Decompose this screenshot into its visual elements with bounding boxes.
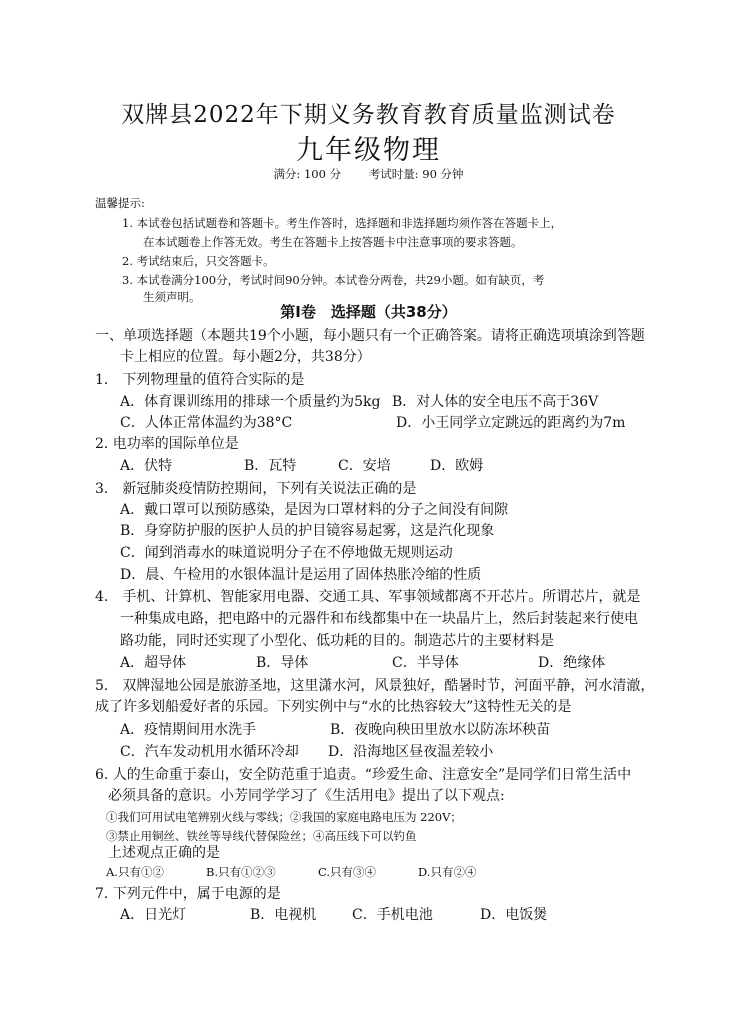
full-score: 满分: 100 分 [273,167,342,181]
question-5-stem: 成了许多划船爱好者的乐园。下列实例中与“水的比热容较大”这特性无关的是 [95,699,572,715]
q4-option-b: B．导体 [256,655,309,671]
question-6-statement: ①我们可用试电笔辨别火线与零线；②我国的家庭电路电压为 220V； [106,810,462,824]
question-6-statement: ③禁止用铜丝、铁丝等导线代替保险丝；④高压线下可以钓鱼 [106,829,417,843]
note-item: 生须声明。 [143,290,201,304]
exam-title: 双牌县2022年下期义务教育教育质量监测试卷 [121,102,616,128]
q1-option-c: C．人体正常体温约为38°C [120,415,293,431]
q2-option-c: C．安培 [338,458,391,474]
question-2-stem: 2. 电功率的国际单位是 [95,436,239,452]
question-1-stem: 1. 下列物理量的值符合实际的是 [95,372,305,388]
q4-option-c: C．半导体 [392,655,459,671]
question-5-stem: 5. 双牌湿地公园是旅游圣地，这里潇水河，风景独好，酷暑时节，河面平静，河水清澈， [95,678,655,694]
q7-option-a: A．日光灯 [120,907,187,923]
note-item: 在本试题卷上作答无效。考生在答题卡上按答题卡中注意事项的要求答题。 [143,235,523,249]
q1-option-a: A．体育课训练用的排球一个质量约为5kg [120,394,381,410]
q2-option-b: B．瓦特 [244,458,297,474]
q7-option-b: B．电视机 [250,907,317,923]
q6-option-d: D.只有②④ [418,865,477,879]
question-6-stem: 上述观点正确的是 [108,845,220,861]
q1-option-b: B．对人体的安全电压不高于36V [392,394,599,410]
question-4-stem: 4. 手机、计算机、智能家用电器、交通工具、军事领域都离不开芯片。所谓芯片，就是 [95,589,641,605]
note-item: 3. 本试卷满分100分，考试时间90分钟。本试卷分两卷，共29小题。如有缺页，考 [122,273,545,287]
instructions-line: 卡上相应的位置。每小题2分，共38分） [120,349,371,365]
q2-option-d: D．欧姆 [430,458,484,474]
question-3-stem: 3. 新冠肺炎疫情防控期间，下列有关说法正确的是 [95,481,417,497]
q2-option-a: A．伏特 [120,458,173,474]
q6-option-b: B.只有①②③ [206,865,276,879]
notes-heading: 温馨提示: [95,196,145,210]
exam-time: 考试时量: 90 分钟 [368,167,464,181]
q5-option-c: C．汽车发动机用水循环冷却 [120,744,299,760]
q3-option-b: B．身穿防护服的医护人员的护目镜容易起雾，这是汽化现象 [120,523,495,539]
q5-option-b: B．夜晚向秧田里放水以防冻坏秧苗 [330,722,551,738]
q7-option-d: D．电饭煲 [480,907,548,923]
q3-option-a: A．戴口罩可以预防感染，是因为口罩材料的分子之间没有间隙 [120,502,509,518]
q7-option-c: C．手机电池 [352,907,433,923]
instructions-line: 一、单项选择题（本题共19个小题，每小题只有一个正确答案。请将正确选项填涂到答题 [95,328,645,344]
note-item: 1. 本试卷包括试题卷和答题卡。考生作答时，选择题和非选择题均须作答在答题卡上， [122,216,563,230]
q5-option-d: D．沿海地区昼夜温差较小 [328,744,494,760]
q4-option-a: A．超导体 [120,655,187,671]
question-6-stem: 6. 人的生命重于泰山，安全防范重于追责。“珍爱生命、注意安全”是同学们日常生活中 [95,767,632,783]
question-4-stem: 路功能，同时还实现了小型化、低功耗的目的。制造芯片的主要材料是 [120,633,554,649]
question-7-stem: 7. 下列元件中，属于电源的是 [95,886,281,902]
q3-option-c: C．闻到消毒水的味道说明分子在不停地做无规则运动 [120,545,453,561]
q5-option-a: A．疫情期间用水洗手 [120,722,257,738]
section-title: 第Ⅰ卷 选择题（共38分） [280,303,457,321]
q6-option-c: C.只有③④ [318,865,377,879]
q1-option-d: D．小王同学立定跳远的距离约为7m [396,415,626,431]
exam-meta [0,166,737,182]
subject-title: 九年级物理 [296,135,441,166]
q6-option-a: A.只有①② [106,865,164,879]
q4-option-d: D．绝缘体 [538,655,606,671]
question-6-stem: 必须具备的意识。小芳同学学习了《生活用电》提出了以下观点: [108,788,505,804]
question-4-stem: 一种集成电路，把电路中的元器件和布线都集中在一块晶片上，然后封装起来行使电 [120,611,638,627]
q3-option-d: D．晨、午检用的水银体温计是运用了固体热胀冷缩的性质 [120,567,482,583]
note-item: 2. 考试结束后，只交答题卡。 [122,254,275,268]
